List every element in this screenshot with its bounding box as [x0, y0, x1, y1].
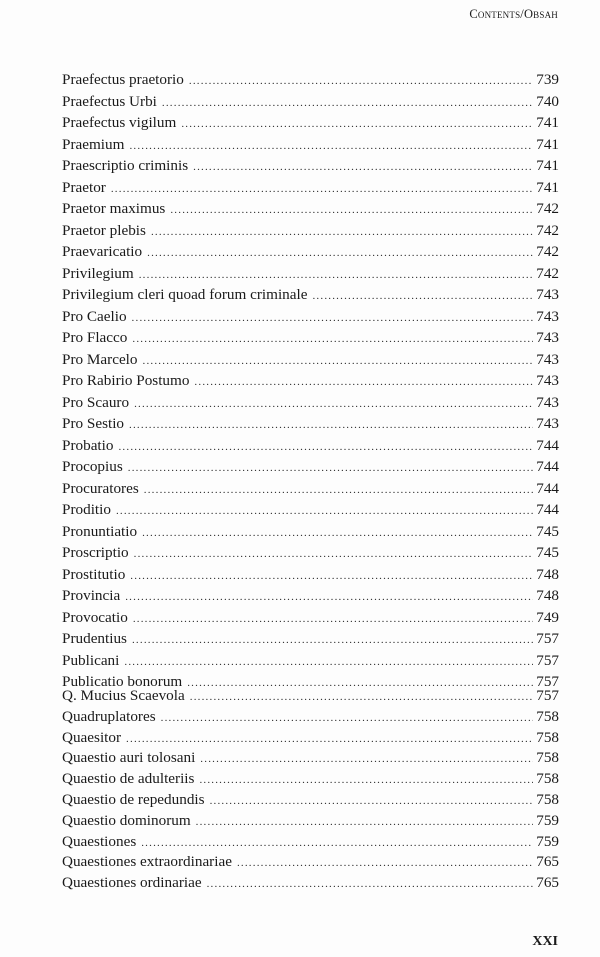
- toc-entry: [62, 157, 559, 179]
- dot-leader: [141, 837, 533, 849]
- entry-title: Probatio: [62, 436, 114, 454]
- dot-leader: [129, 140, 533, 152]
- entry-title: Prostitutio: [62, 565, 126, 583]
- dot-leader: [124, 656, 533, 668]
- entry-page: 744: [536, 479, 559, 497]
- dot-leader: [210, 795, 534, 807]
- entry-page: 744: [536, 458, 559, 475]
- entry-page: 765: [536, 874, 559, 892]
- entry-title: Praemium: [62, 135, 125, 153]
- toc-entry: [62, 791, 559, 812]
- toc-entry: [62, 630, 559, 652]
- toc-entry: [62, 749, 559, 770]
- entry-page: 742: [536, 243, 559, 260]
- entry-page: 743: [536, 372, 559, 389]
- entry-page: 742: [536, 264, 559, 282]
- toc-entry: [62, 770, 559, 791]
- dot-leader: [189, 75, 533, 87]
- toc-group-q: [62, 687, 559, 895]
- toc-entry: [62, 71, 559, 93]
- entry-page: 739: [536, 71, 559, 88]
- entry-title: Proscriptio: [62, 544, 129, 561]
- toc-entry: [62, 243, 559, 265]
- entry-page: 743: [536, 393, 559, 411]
- entry-title: Praetor: [62, 178, 106, 196]
- dot-leader: [125, 591, 533, 603]
- entry-title: Praetor plebis: [62, 221, 146, 239]
- entry-title: Quadruplatores: [62, 707, 156, 725]
- dot-leader: [142, 527, 533, 539]
- toc-entry: [62, 200, 559, 222]
- entry-title: Prudentius: [62, 630, 127, 647]
- entry-title: Pro Marcelo: [62, 350, 138, 368]
- entry-title: Quaestio de adulteriis: [62, 770, 195, 788]
- dot-leader: [312, 290, 533, 302]
- toc-entry: [62, 372, 559, 394]
- toc-entry: [62, 544, 559, 566]
- dot-leader: [130, 570, 533, 582]
- entry-page: 749: [536, 608, 559, 626]
- entry-title: Praefectus praetorio: [62, 71, 184, 88]
- toc-entry: [62, 222, 559, 244]
- dot-leader: [194, 376, 533, 388]
- entry-title: Praevaricatio: [62, 243, 143, 260]
- dot-leader: [143, 355, 534, 367]
- dot-leader: [147, 247, 533, 259]
- toc-entry: [62, 501, 559, 523]
- entry-page: 743: [536, 286, 559, 303]
- toc-entry: [62, 114, 559, 136]
- entry-title: Quaestio dominorum: [62, 811, 191, 829]
- toc-entry: [62, 265, 559, 287]
- entry-title: Pro Sestio: [62, 415, 125, 432]
- dot-leader: [237, 857, 533, 869]
- dot-leader: [132, 333, 533, 345]
- dot-leader: [128, 462, 533, 474]
- entry-page: 744: [536, 436, 559, 454]
- dot-leader: [151, 226, 533, 238]
- toc-entry: [62, 853, 559, 874]
- entry-page: 757: [536, 687, 559, 704]
- entry-title: Provincia: [62, 587, 121, 604]
- dot-leader: [129, 419, 533, 431]
- dot-leader: [134, 548, 534, 560]
- page-number: XXI: [532, 934, 558, 949]
- dot-leader: [139, 269, 534, 281]
- entry-title: Q. Mucius Scaevola: [62, 687, 185, 704]
- toc-entry: [62, 566, 559, 588]
- toc-group-p: [62, 71, 559, 695]
- entry-title: Pro Scauro: [62, 393, 130, 411]
- dot-leader: [161, 712, 534, 724]
- toc-entry: [62, 351, 559, 373]
- entry-page: 757: [536, 630, 559, 647]
- dot-leader: [196, 816, 534, 828]
- entry-page: 741: [536, 178, 559, 196]
- dot-leader: [199, 774, 533, 786]
- entry-title: Quaesitor: [62, 728, 122, 746]
- entry-title: Privilegium cleri quoad forum criminale: [62, 286, 308, 303]
- dot-leader: [132, 634, 533, 646]
- toc-entry: [62, 179, 559, 201]
- entry-page: 748: [536, 587, 559, 604]
- dot-leader: [132, 312, 534, 324]
- toc-entry: [62, 394, 559, 416]
- toc-entry: [62, 523, 559, 545]
- entry-title: Pronuntiatio: [62, 522, 138, 540]
- toc-entry: [62, 874, 559, 895]
- entry-page: 758: [536, 770, 559, 788]
- dot-leader: [193, 161, 533, 173]
- entry-page: 744: [536, 501, 559, 518]
- dot-leader: [133, 613, 533, 625]
- entry-page: 743: [536, 350, 559, 368]
- toc-entry: [62, 833, 559, 854]
- entry-page: 748: [536, 565, 559, 583]
- entry-title: Privilegium: [62, 264, 134, 282]
- entry-page: 758: [536, 707, 559, 725]
- entry-title: Praefectus Urbi: [62, 92, 157, 110]
- toc-entry: [62, 286, 559, 308]
- entry-page: 741: [536, 157, 559, 174]
- entry-title: Publicatio bonorum: [62, 673, 183, 690]
- dot-leader: [162, 97, 533, 109]
- entry-title: Pro Rabirio Postumo: [62, 372, 190, 389]
- dot-leader: [126, 733, 533, 745]
- toc-entry: [62, 480, 559, 502]
- dot-leader: [181, 118, 533, 130]
- entry-title: Praefectus vigilum: [62, 114, 177, 131]
- entry-title: Quaestiones extraordinariae: [62, 853, 232, 871]
- toc-entry: [62, 329, 559, 351]
- entry-title: Quaestio de repedundis: [62, 790, 205, 808]
- entry-page: 740: [536, 92, 559, 110]
- entry-page: 742: [536, 200, 559, 217]
- entry-page: 742: [536, 221, 559, 239]
- entry-title: Provocatio: [62, 608, 128, 626]
- toc-entry: [62, 652, 559, 674]
- entry-page: 741: [536, 114, 559, 131]
- entry-page: 745: [536, 522, 559, 540]
- running-header: Contents/Obsah: [469, 7, 558, 21]
- entry-page: 759: [536, 832, 559, 850]
- entry-page: 741: [536, 135, 559, 153]
- dot-leader: [116, 505, 533, 517]
- toc-entry: [62, 93, 559, 115]
- entry-page: 758: [536, 728, 559, 746]
- dot-leader: [144, 484, 533, 496]
- entry-title: Pro Caelio: [62, 307, 127, 325]
- entry-title: Publicani: [62, 651, 120, 669]
- entry-title: Quaestiones: [62, 832, 137, 850]
- entry-page: 759: [536, 811, 559, 829]
- entry-page: 757: [536, 673, 559, 690]
- entry-title: Quaestiones ordinariae: [62, 874, 202, 892]
- toc-entry: [62, 136, 559, 158]
- dot-leader: [111, 183, 533, 195]
- toc-entry: [62, 687, 559, 708]
- entry-page: 757: [536, 651, 559, 669]
- toc-entry: [62, 437, 559, 459]
- entry-page: 765: [536, 853, 559, 871]
- dot-leader: [134, 398, 533, 410]
- entry-page: 758: [536, 749, 559, 767]
- toc-entry: [62, 458, 559, 480]
- toc-entry: [62, 729, 559, 750]
- entry-title: Praetor maximus: [62, 200, 166, 217]
- entry-page: 745: [536, 544, 559, 561]
- entry-title: Proditio: [62, 501, 111, 518]
- toc-entry: [62, 708, 559, 729]
- entry-title: Pro Flacco: [62, 329, 128, 346]
- entry-page: 743: [536, 329, 559, 346]
- dot-leader: [200, 753, 533, 765]
- entry-page: 743: [536, 307, 559, 325]
- entry-title: Praescriptio criminis: [62, 157, 189, 174]
- entry-title: Procopius: [62, 458, 123, 475]
- toc-entry: [62, 308, 559, 330]
- entry-page: 743: [536, 415, 559, 432]
- toc-entry: [62, 587, 559, 609]
- dot-leader: [118, 441, 533, 453]
- entry-title: Procuratores: [62, 479, 139, 497]
- dot-leader: [190, 691, 533, 703]
- dot-leader: [170, 204, 533, 216]
- toc-entry: [62, 609, 559, 631]
- toc-entry: [62, 812, 559, 833]
- entry-title: Quaestio auri tolosani: [62, 749, 196, 767]
- toc-entry: [62, 415, 559, 437]
- dot-leader: [207, 878, 534, 890]
- entry-page: 758: [536, 790, 559, 808]
